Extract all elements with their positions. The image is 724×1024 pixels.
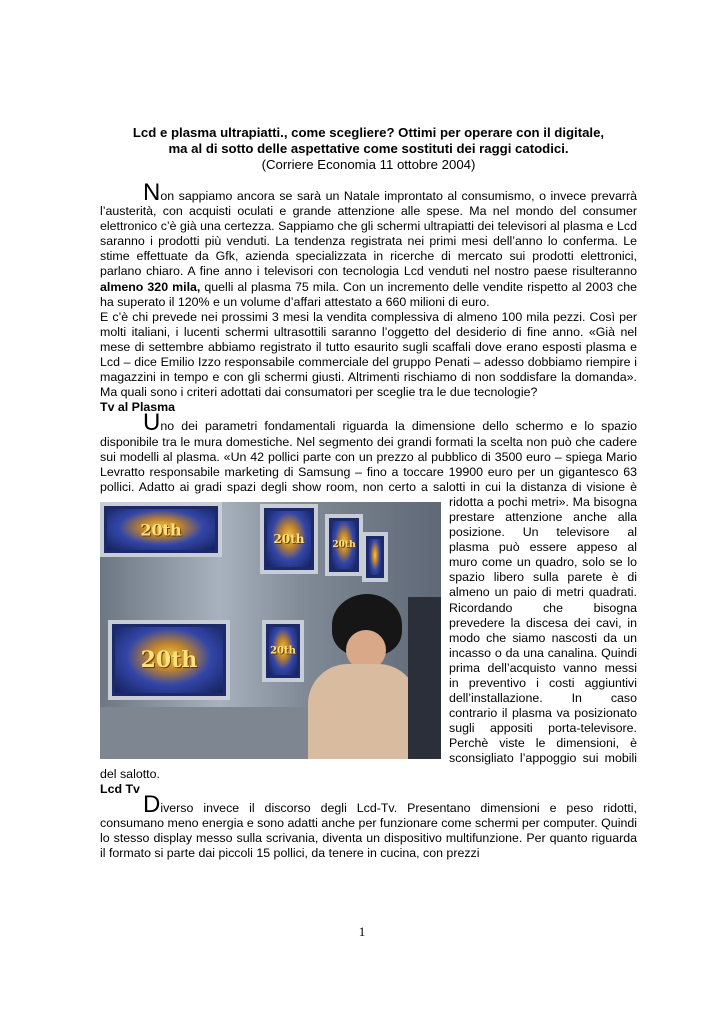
heading-lcd-tv: Lcd Tv bbox=[100, 781, 140, 796]
paragraph-2: E c’è chi prevede nei prossimi 3 mesi la vendita complessiva di almeno 100 mila pezzi. Così per molti italiani, i lucenti schermi ultrasottili saranno l’oggetto del desiderio di fine anno. «Già nel mese di settembre abbiamo registrato il tutto esaurito sugli scaffali dove erano esposti plasma e Lcd – dice Emilio Izzo responsabile commerciale del gruppo Penati – adesso dobbiamo riempire i magazzini in tempo e con gli schermi giusti. Altrimenti rischiamo di non soddisfare la domanda». Ma quali sono i criteri adottati dai consumatori per sceglie tra le due tecnologie? bbox=[100, 309, 637, 400]
paragraph-1: Non sappiamo ancora se sarà un Natale improntato al consumismo, o invece prevarrà l’austerità, con acquisti oculati e grande attenzione alle spese. Ma nel mondo del consumer elettronico c’è già una certezza. Sappiamo che gli schermi ultrapiatti dei televisori al plasma e Lcd saranno i prodotti più venduti. La tendenza registrata nei primi mesi dell’anno lo conferma. Le stime effettuate da Gfk, azienda specializzata in ricerche di mercato sui prodotti elettronici, parlano chiaro. A fine anno i televisori con tecnologia Lcd venduti nel nostro paese risulteranno almeno 320 mila, quelli al plasma 75 mila. Con un incremento delle vendite rispetto al 2003 che ha superato il 120% e un volume d’affari attestato a 660 milioni di euro. bbox=[100, 179, 637, 309]
page-number: 1 bbox=[358, 924, 366, 939]
article-source: (Corriere Economia 11 ottobre 2004) bbox=[261, 157, 476, 172]
tv-screen: 20th bbox=[262, 620, 304, 682]
tv-screen bbox=[362, 532, 388, 582]
title-line-2: ma al di sotto delle aspettative come sostituti dei raggi catodici. bbox=[168, 141, 569, 156]
shopper-body bbox=[308, 664, 418, 759]
tv-screen: 20th bbox=[108, 620, 230, 700]
store-photo bbox=[100, 502, 441, 759]
tv-screen: 20th bbox=[260, 504, 318, 574]
drop-cap: U bbox=[143, 409, 161, 437]
bold-figure: almeno 320 mila, bbox=[100, 279, 201, 294]
tv-screen: 20th bbox=[100, 502, 222, 557]
bystander bbox=[408, 597, 441, 759]
drop-cap: D bbox=[143, 790, 161, 818]
paragraph-4: Diverso invece il discorso degli Lcd-Tv. Presentano dimensioni e peso ridotti, consumano meno energia e sono adatti anche per funzionare come schermi per computer. Quindi lo stesso display messo sulla scrivania, diventa un dispositivo multifunzione. Per quanto riguarda il formato si parte dai piccoli 15 pollici, da tenere in cucina, con prezzi bbox=[100, 790, 637, 861]
title-line-1: Lcd e plasma ultrapiatti., come scegliere? Ottimi per operare con il digitale, bbox=[132, 125, 605, 140]
heading-tv-plasma: Tv al Plasma bbox=[100, 400, 176, 415]
tv-screen: 20th bbox=[325, 514, 363, 576]
drop-cap: N bbox=[143, 179, 161, 206]
article-title bbox=[100, 125, 637, 157]
paragraph-3: Uno dei parametri fondamentali riguarda la dimensione dello schermo e lo spazio disponibile tra le mura domestiche. Nel segmento dei grandi formati la scelta non può che cadere sui modelli al plasma. «Un 42 pollici parte con un prezzo al pubblico di 3500 euro – spiega Mario Levratto responsabile marketing di Samsung – fino a toccare 19900 euro per un gigantesco 63 pollici. Adatto ai gradi spazi degli show room, non certo a salotti in cui la distanza di visione è ridotta a pochi metri». Ma bisogna prestare attenzione anche alla posizione. Un televisore al plasma può essere appeso al muro come un quadro, solo se lo spazio libero sulla parete è di almeno un paio di metri quadrati. Ricordando che bisogna prevedere la discesa dei cavi, in modo che siamo nascosti da un incasso o da una canalina. Quindi prima dell’acquisto vanno messi in preventivo i costi aggiuntivi dell’installazione. In caso contrario il plasma va posizionato sugli appositi porta-televisore. Perchè viste le dimensioni, è sconsigliato l’appoggio sui mobili del salotto. bbox=[100, 409, 637, 781]
